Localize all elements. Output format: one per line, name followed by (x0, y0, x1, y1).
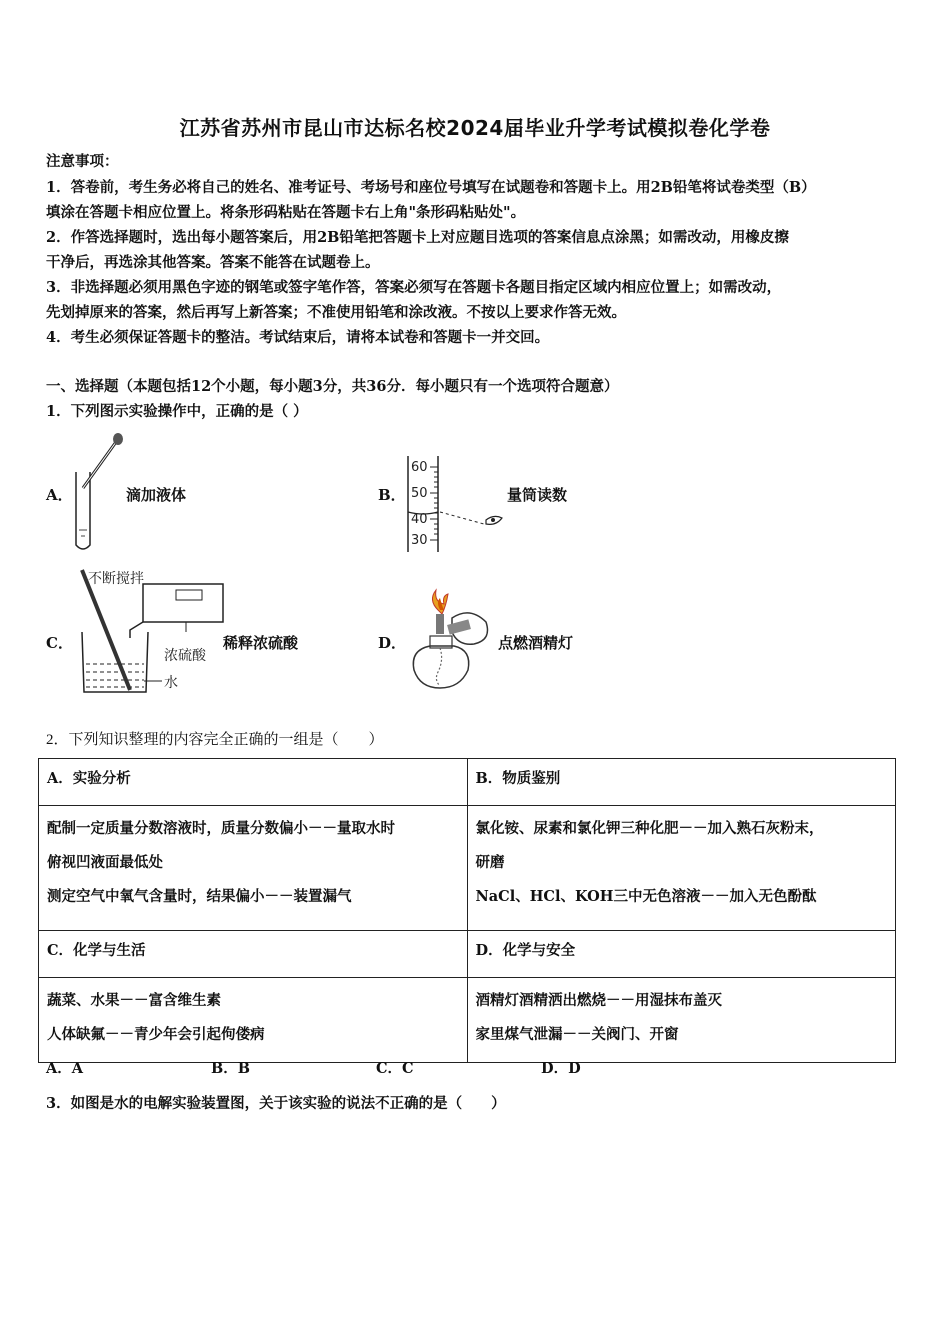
page-title: 江苏省苏州市昆山市达标名校2024届毕业升学考试模拟卷化学卷 (179, 116, 771, 140)
answer-a: A．A (46, 1060, 84, 1077)
answer-c: C．C (376, 1060, 414, 1077)
cell-c-body (39, 978, 468, 1063)
stir-label: 不断搅拌 (88, 571, 144, 587)
cell-b-line-1: 氯化铵、尿素和氯化钾三种化肥－－加入熟石灰粉末， (475, 820, 824, 837)
notice-line-7: 4．考生必须保证答题卡的整洁。考试结束后，请将本试卷和答题卡一并交回。 (46, 329, 550, 346)
water-label: 水 (164, 675, 178, 691)
cell-d-line-2: 家里煤气泄漏－－关阀门、开窗 (475, 1026, 679, 1043)
cell-c-line-2: 人体缺氟－－青少年会引起佝偻病 (47, 1026, 265, 1043)
cylinder-tick-30: 30 (411, 533, 428, 548)
option-a-letter: A． (46, 486, 73, 504)
cell-a-body (39, 806, 468, 931)
cell-b-line-2: 研磨 (475, 854, 505, 871)
acid-label: 浓硫酸 (164, 648, 206, 664)
cell-d-body (467, 978, 896, 1063)
notice-line-4: 干净后，再选涂其他答案。答案不能答在试题卷上。 (46, 254, 380, 271)
cell-c-head: C．化学与生活 (39, 931, 468, 978)
notice-line-1: 1．答卷前，考生务必将自己的姓名、准考证号、考场号和座位号填写在试题卷和答题卡上。用2B铅笔将试卷类型（B） (46, 179, 816, 196)
cell-b-head: B．物质鉴别 (467, 759, 896, 806)
alcohol-lamp-figure (400, 588, 500, 694)
cylinder-tick-40: 40 (411, 512, 428, 527)
cell-a-head: A．实验分析 (39, 759, 468, 806)
notice-line-6: 先划掉原来的答案，然后再写上新答案；不准使用铅笔和涂改液。不按以上要求作答无效。 (46, 304, 626, 321)
option-c-label: 稀释浓硫酸 (223, 634, 299, 652)
option-b-letter: B． (378, 486, 406, 504)
option-b-label: 量筒读数 (507, 486, 568, 504)
section-heading: 一、选择题（本题包括12个小题，每小题3分，共36分．每小题只有一个选项符合题意） (46, 378, 619, 395)
notice-heading: 注意事项： (46, 153, 119, 170)
answer-d: D．D (541, 1060, 581, 1077)
cylinder-figure (400, 452, 510, 556)
option-a-label: 滴加液体 (126, 486, 187, 504)
notice-line-5: 3．非选择题必须用黑色字迹的钢笔或签字笔作答，答案必须写在答题卡各题目指定区域内相应位置上；如需改动， (46, 279, 782, 296)
cell-a-line-1: 配制一定质量分数溶液时，质量分数偏小－－量取水时 (47, 820, 395, 837)
cell-d-line-1: 酒精灯酒精洒出燃烧－－用湿抹布盖灭 (475, 992, 722, 1009)
question-2-stem: 2．下列知识整理的内容完全正确的一组是（ ） (46, 732, 384, 748)
notice-line-3: 2．作答选择题时，选出每小题答案后，用2B铅笔把答题卡上对应题目选项的答案信息点涂黑；如需改动，用橡皮擦 (46, 229, 789, 246)
cylinder-tick-60: 60 (411, 460, 428, 475)
cylinder-tick-50: 50 (411, 486, 428, 501)
answer-b: B．B (211, 1060, 251, 1077)
cell-a-line-3: 测定空气中氧气含量时，结果偏小－－装置漏气 (47, 888, 352, 905)
option-d-letter: D． (378, 634, 407, 652)
dilution-figure (68, 566, 228, 698)
notice-line-2: 填涂在答题卡相应位置上。将条形码粘贴在答题卡右上角"条形码粘贴处"。 (46, 204, 526, 221)
option-d-label: 点燃酒精灯 (498, 634, 574, 652)
cell-a-line-2: 俯视凹液面最低处 (47, 854, 163, 871)
cell-b-body (467, 806, 896, 931)
knowledge-table (38, 758, 896, 1063)
question-3-stem: 3．如图是水的电解实验装置图，关于该实验的说法不正确的是（ ） (46, 1095, 506, 1112)
option-c-letter: C． (46, 634, 73, 652)
cell-d-head: D．化学与安全 (467, 931, 896, 978)
cell-c-line-1: 蔬菜、水果－－富含维生素 (47, 992, 221, 1009)
cell-b-line-3: NaCl、HCl、KOH三中无色溶液－－加入无色酚酞 (475, 888, 817, 905)
question-1-stem: 1．下列图示实验操作中，正确的是（ ） (46, 403, 308, 420)
dropper-figure (68, 430, 128, 555)
